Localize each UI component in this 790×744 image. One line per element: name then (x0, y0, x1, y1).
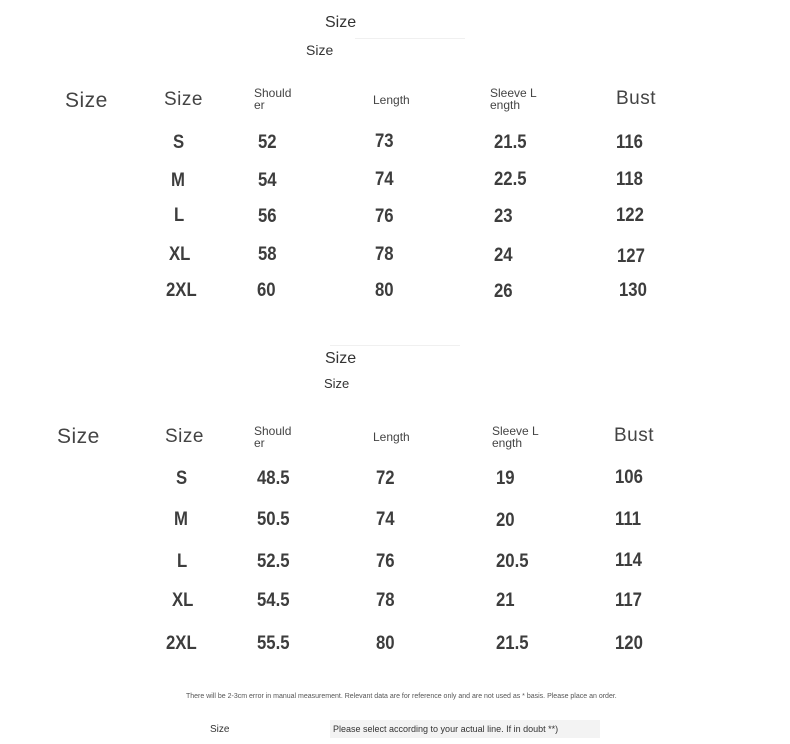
decorative-line (330, 345, 460, 346)
measurement-note: There will be 2-3cm error in manual measurement. Relevant data are for reference only and are not used as * basis. Please place an order. (186, 693, 617, 700)
header-sleeve-length (490, 87, 550, 111)
header-length: Length (373, 93, 410, 107)
cell-sleeve: 20 (496, 510, 515, 531)
cell-shoulder: 52 (258, 132, 277, 153)
cell-size: 2XL (166, 633, 197, 654)
cell-shoulder: 58 (258, 244, 277, 265)
header-shoulder-line1: Should (254, 86, 292, 100)
cell-sleeve: 21.5 (496, 633, 529, 654)
cell-bust: 114 (615, 550, 642, 571)
cell-length: 76 (375, 206, 394, 227)
footer-size-label: Size (210, 724, 230, 735)
cell-bust: 118 (616, 169, 643, 190)
header-size: Size (164, 89, 203, 110)
cell-length: 78 (376, 590, 395, 611)
cell-bust: 117 (615, 590, 642, 611)
cell-bust: 116 (616, 132, 643, 153)
cell-size: M (174, 509, 188, 530)
footer-advice: Please select according to your actual line. If in doubt **) (333, 724, 559, 734)
cell-length: 74 (376, 509, 395, 530)
header-shoulder-line2: er (254, 436, 265, 450)
cell-shoulder: 54 (258, 170, 277, 191)
cell-bust: 120 (615, 633, 643, 654)
cell-size: XL (172, 590, 194, 611)
cell-bust: 130 (619, 280, 647, 301)
cell-size: L (174, 205, 185, 226)
table-2-title: Size (325, 350, 357, 367)
cell-length: 72 (376, 468, 395, 489)
cell-sleeve: 24 (494, 245, 513, 266)
cell-shoulder: 48.5 (257, 468, 290, 489)
header-shoulder-line1: Should (254, 424, 292, 438)
cell-length: 80 (376, 633, 395, 654)
cell-sleeve: 23 (494, 206, 513, 227)
table-2-subtitle: Size (324, 376, 350, 391)
cell-length: 76 (376, 551, 395, 572)
header-bust: Bust (614, 425, 655, 446)
cell-sleeve: 22.5 (494, 169, 527, 190)
header-length: Length (373, 430, 410, 444)
table-1-subtitle: Size (306, 42, 334, 58)
cell-sleeve: 21 (496, 590, 515, 611)
cell-sleeve: 19 (496, 468, 515, 489)
cell-size: 2XL (166, 280, 197, 301)
cell-size: S (176, 468, 188, 489)
cell-sleeve: 26 (494, 281, 513, 302)
cell-size: L (177, 551, 188, 572)
cell-bust: 122 (616, 205, 644, 226)
cell-length: 80 (375, 280, 394, 301)
cell-bust: 106 (615, 467, 643, 488)
cell-shoulder: 56 (258, 206, 277, 227)
decorative-line (355, 38, 465, 39)
cell-shoulder: 55.5 (257, 633, 290, 654)
cell-sleeve: 21.5 (494, 132, 527, 153)
header-shoulder (254, 425, 304, 449)
header-sleeve-line1: Sleeve L (490, 86, 537, 100)
cell-length: 74 (375, 169, 394, 190)
table-1-side-label: Size (65, 89, 108, 112)
cell-shoulder: 54.5 (257, 590, 290, 611)
cell-length: 78 (375, 244, 394, 265)
header-shoulder-line2: er (254, 98, 265, 112)
cell-shoulder: 52.5 (257, 551, 290, 572)
cell-size: M (171, 170, 185, 191)
table-1-title: Size (325, 14, 357, 31)
cell-bust: 111 (615, 509, 642, 530)
cell-length: 73 (375, 131, 394, 152)
cell-size: XL (169, 244, 191, 265)
header-sleeve-line1: Sleeve L (492, 424, 539, 438)
cell-sleeve: 20.5 (496, 551, 529, 572)
cell-bust: 127 (617, 246, 645, 267)
header-size: Size (165, 426, 204, 447)
header-sleeve-line2: ength (490, 98, 521, 112)
header-bust: Bust (616, 88, 657, 109)
header-sleeve-line2: ength (492, 436, 523, 450)
header-sleeve-length (492, 425, 552, 449)
header-shoulder (254, 87, 304, 111)
table-2-side-label: Size (57, 425, 100, 448)
cell-shoulder: 60 (257, 280, 276, 301)
cell-size: S (173, 132, 185, 153)
cell-shoulder: 50.5 (257, 509, 290, 530)
